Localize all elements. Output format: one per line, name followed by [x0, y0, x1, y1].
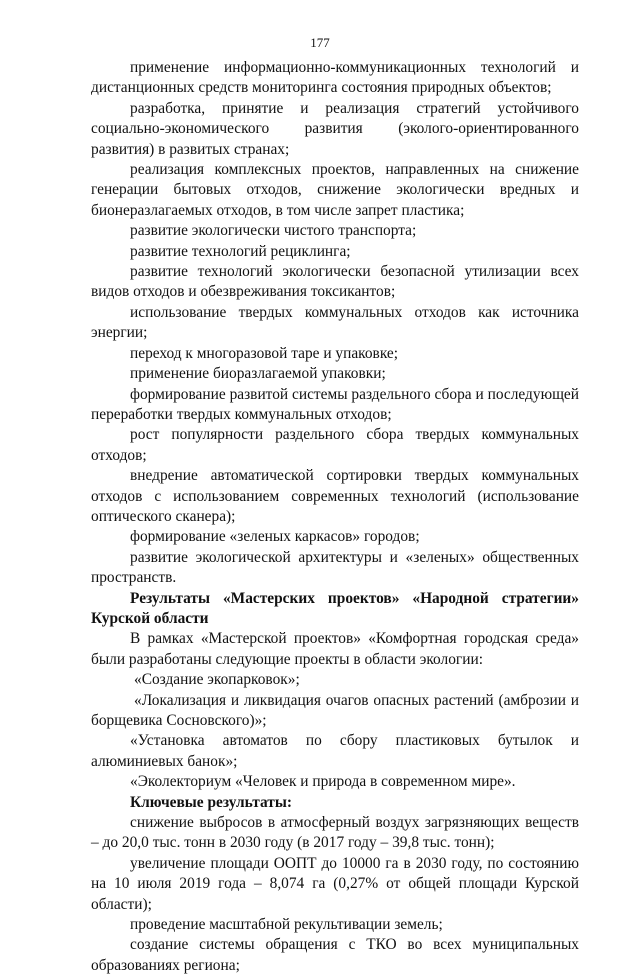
key-result-item: снижение выбросов в атмосферный воздух загрязняющих веществ – до 20,0 тыс. тонн в 2030 году (в 2017 году – 39,8 тыс. тонн); — [91, 814, 579, 852]
intro-paragraph: В рамках «Мастерской проектов» «Комфортная городская среда» были разработаны следующие проекты в области экологии: — [91, 630, 579, 668]
project-item: «Создание экопарковок»; — [134, 671, 300, 689]
section-heading: Результаты «Мастерских проектов» «Народной стратегии» Курской области — [91, 589, 579, 627]
key-results-heading: Ключевые результаты: — [130, 793, 292, 811]
list-item: разработка, принятие и реализация стратегий устойчивого социально-экономического развития (эколого-ориентированного развития) в развитых странах; — [91, 99, 579, 158]
project-item: «Эколекториум «Человек и природа в современном мире». — [130, 773, 516, 791]
body-text — [91, 58, 579, 976]
key-result-item: увеличение площади ООПТ до 10000 га в 2030 году, по состоянию на 10 июля 2019 года – 8,074 га (0,27% от общей площади Курской области); — [91, 854, 579, 913]
list-item: переход к многоразовой таре и упаковке; — [130, 344, 399, 362]
list-item: реализация комплексных проектов, направленных на снижение генерации бытовых отходов, снижение экологически вредных и бионеразлагаемых отходов, в том числе запрет пластика; — [91, 161, 579, 219]
page-number: 177 — [310, 35, 330, 50]
project-item: «Установка автоматов по сбору пластиковых бутылок и алюминиевых банок»; — [91, 732, 579, 770]
list-item: применение информационно-коммуникационных технологий и дистанционных средств мониторинга состояния природных объектов; — [91, 59, 579, 97]
list-item: развитие экологически чистого транспорта; — [130, 222, 417, 240]
list-item: развитие технологий рециклинга; — [130, 242, 351, 260]
list-item: внедрение автоматической сортировки твердых коммунальных отходов с использованием современных технологий (использование оптического сканера); — [91, 467, 579, 525]
list-item: использование твердых коммунальных отходов как источника энергии; — [91, 303, 579, 342]
project-item: «Локализация и ликвидация очагов опасных растений (амброзии и борщевика Сосновского)»; — [91, 691, 579, 729]
list-item: рост популярности раздельного сбора твердых коммунальных отходов; — [91, 426, 579, 464]
list-item: формирование «зеленых каркасов» городов; — [130, 528, 420, 546]
list-item: применение биоразлагаемой упаковки; — [130, 365, 386, 383]
list-item: развитие экологической архитектуры и «зеленых» общественных пространств. — [91, 548, 579, 587]
key-result-item: создание системы обращения с ТКО во всех муниципальных образованиях региона; — [91, 936, 579, 974]
key-result-item: проведение масштабной рекультивации земель; — [130, 916, 443, 934]
list-item: формирование развитой системы раздельного сбора и последующей переработки твердых коммунальных отходов; — [91, 385, 579, 423]
list-item: развитие технологий экологически безопасной утилизации всех видов отходов и обезвреживания токсикантов; — [91, 263, 579, 301]
